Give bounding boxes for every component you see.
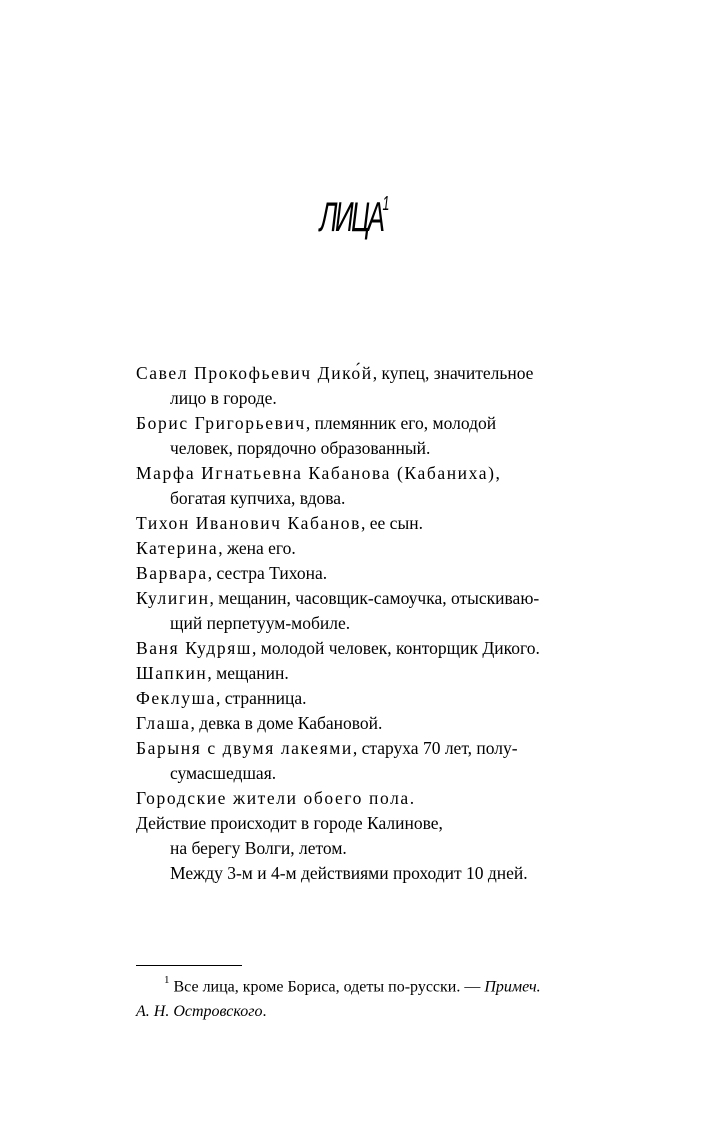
character-name: Варвара	[136, 563, 208, 583]
roster-entry-glasha	[136, 711, 616, 736]
roster-entry-townsfolk	[136, 786, 616, 811]
character-desc: , сестра Тихона.	[207, 563, 328, 583]
character-desc: , жена его.	[218, 538, 296, 558]
footnote-marker: 1	[164, 974, 170, 986]
roster-entry-shapkin	[136, 661, 616, 686]
footnote	[136, 970, 616, 1024]
roster-entry-tikhon	[136, 511, 616, 536]
character-name: Барыня с двумя лакеями	[136, 738, 353, 758]
character-name: Кулигин	[136, 588, 210, 608]
page-title	[135, 193, 575, 240]
character-name: Городские жители обоего пола	[136, 788, 410, 808]
character-desc: , старуха 70 лет, полу-	[352, 738, 518, 758]
character-desc-cont: щий перпетуум-мобиле.	[170, 613, 351, 633]
character-desc: .	[409, 788, 415, 808]
character-name: Тихон Иванович Кабанов	[136, 513, 362, 533]
character-desc-cont: богатая купчиха, вдова.	[170, 488, 346, 508]
footnote-italic: Примеч.	[484, 978, 541, 996]
character-desc: , купец, значительное	[372, 363, 534, 383]
setting-line: Между 3-м и 4-м действиями проходит 10 дней.	[170, 863, 528, 883]
footnote-end: .	[262, 1003, 267, 1021]
roster-entry-feklusha	[136, 686, 616, 711]
footnote-divider	[136, 965, 242, 966]
footnote-text: Все лица, кроме Бориса, одеты по-русски. —	[169, 978, 485, 996]
setting-line: на берегу Волги, летом.	[170, 838, 347, 858]
roster-entry-kuligin	[136, 586, 616, 636]
character-name: Глаша	[136, 713, 191, 733]
setting-note	[136, 811, 616, 886]
character-name: Ваня Кудряш	[136, 638, 253, 658]
roster-entry-dikoy	[136, 361, 616, 411]
roster-entry-kudryash	[136, 636, 616, 661]
character-desc: , мещанин.	[207, 663, 289, 683]
character-desc: , девка в доме Кабановой.	[190, 713, 383, 733]
roster-entry-varvara	[136, 561, 616, 586]
title-text: ЛИЦА	[319, 193, 383, 240]
character-desc-cont: лицо в городе.	[170, 388, 277, 408]
character-desc: ,	[495, 463, 500, 483]
character-name: Катерина	[136, 538, 219, 558]
character-name: Шапкин	[136, 663, 208, 683]
character-desc: , мещанин, часовщик-самоучка, отыскиваю-	[209, 588, 540, 608]
footnote-line	[136, 970, 616, 999]
title-footnote-marker: 1	[382, 193, 390, 215]
character-name: Марфа Игнатьевна Кабанова (Кабаниха)	[136, 463, 496, 483]
character-name: Феклуша	[136, 688, 217, 708]
dramatis-personae	[136, 361, 616, 886]
character-desc: , странница.	[216, 688, 307, 708]
character-desc-cont: человек, порядочно образованный.	[170, 438, 431, 458]
roster-entry-kabanikha	[136, 461, 616, 511]
roster-entry-barynya	[136, 736, 616, 786]
roster-entry-katerina	[136, 536, 616, 561]
character-desc: , племянник его, молодой	[305, 413, 497, 433]
character-desc: , ее сын.	[361, 513, 423, 533]
character-name: Савел Прокофьевич Дико́й	[136, 363, 373, 383]
character-desc: , молодой человек, конторщик Дикого.	[252, 638, 540, 658]
footnote-line	[136, 1003, 267, 1020]
character-name: Борис Григорьевич	[136, 413, 306, 433]
character-desc-cont: сумасшедшая.	[170, 763, 277, 783]
footnote-author: А. Н. Островского	[136, 1003, 263, 1021]
roster-entry-boris	[136, 411, 616, 461]
setting-line: Действие происходит в городе Калинове,	[136, 813, 443, 833]
